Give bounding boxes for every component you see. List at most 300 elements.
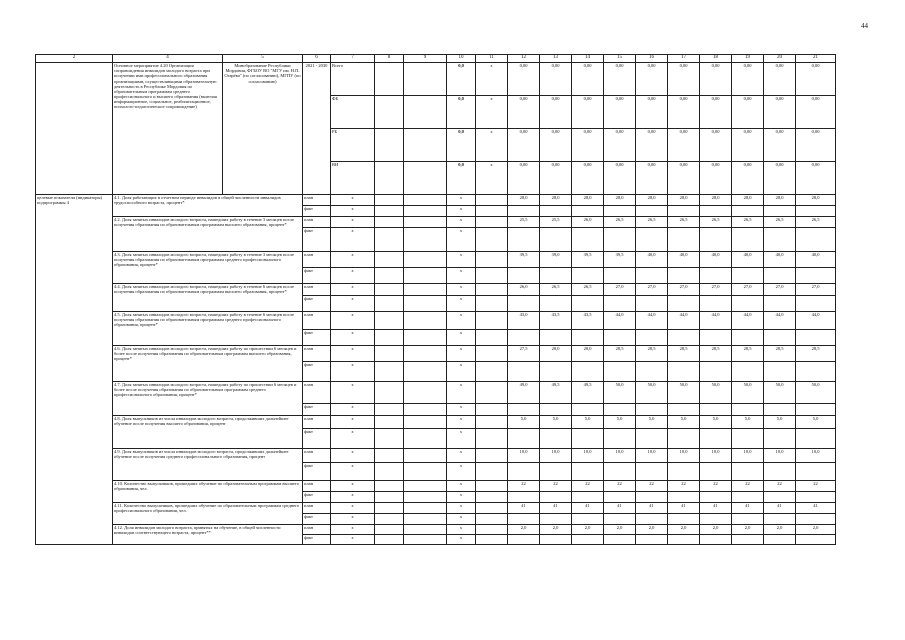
column-number: 4: [113, 55, 223, 63]
indicator-value: 10,0: [732, 449, 764, 463]
blank-cell: [508, 535, 540, 545]
blank-cell: [700, 296, 732, 312]
blank-cell: [732, 463, 764, 481]
blank-cell: [375, 481, 404, 492]
blank-cell: [375, 382, 404, 404]
table-cell: х: [447, 463, 476, 481]
year-value: 0,00: [796, 129, 836, 162]
table-cell: х: [331, 463, 375, 481]
indicator-value: 2,0: [572, 525, 604, 535]
year-value: 0,00: [732, 162, 764, 195]
blank-cell: [636, 492, 668, 503]
indicator-value: 41: [668, 503, 700, 514]
table-cell: х: [331, 330, 375, 346]
blank-cell: [572, 492, 604, 503]
table-cell: х: [447, 252, 476, 268]
indicator-value: 41: [572, 503, 604, 514]
blank-cell: [476, 330, 508, 346]
table-cell: х: [447, 404, 476, 416]
blank-cell: [540, 228, 572, 252]
blank-cell: [540, 206, 572, 217]
blank-cell: [796, 362, 836, 382]
indicator-value: 28,5: [668, 346, 700, 362]
blank-cell: [375, 362, 404, 382]
indicator-value: 5,0: [636, 416, 668, 429]
plan-fact-label: план: [303, 481, 331, 492]
indicator-value: 50,0: [636, 382, 668, 404]
blank-cell: [764, 206, 796, 217]
blank-cell: [668, 362, 700, 382]
blank-cell: [375, 217, 404, 228]
indicator-value: 40,0: [636, 252, 668, 268]
blank-cell: [375, 162, 404, 195]
table-cell: х: [476, 129, 508, 162]
blank-cell: [476, 312, 508, 330]
blank-cell: [796, 492, 836, 503]
blank-cell: [732, 535, 764, 545]
table-cell: х: [447, 514, 476, 525]
indicator-value: 40,0: [764, 252, 796, 268]
table-cell: х: [331, 429, 375, 449]
blank-cell: [668, 463, 700, 481]
indicator-value: 50,0: [796, 382, 836, 404]
blank-cell: [476, 362, 508, 382]
blank-cell: [476, 535, 508, 545]
indicator-value: 10,0: [572, 449, 604, 463]
blank-cell: [404, 514, 447, 525]
indicator-value: 28,0: [700, 195, 732, 206]
indicator-value: 2,0: [540, 525, 572, 535]
column-number: 19: [732, 55, 764, 63]
blank-cell: [375, 449, 404, 463]
year-value: 0,00: [604, 129, 636, 162]
blank-cell: [636, 535, 668, 545]
funding-source: ВИ: [331, 162, 375, 195]
blank-cell: [375, 330, 404, 346]
column-number: 20: [764, 55, 796, 63]
blank-cell: [764, 514, 796, 525]
total-value: 0,0: [447, 96, 476, 129]
year-value: 0,00: [540, 162, 572, 195]
blank-cell: [476, 514, 508, 525]
table-cell: х: [331, 416, 375, 429]
table-cell: х: [476, 96, 508, 129]
blank-cell: [764, 463, 796, 481]
blank-cell: [404, 362, 447, 382]
blank-cell: [404, 217, 447, 228]
blank-cell: [375, 463, 404, 481]
blank-cell: [636, 228, 668, 252]
plan-fact-label: факт: [303, 463, 331, 481]
blank-cell: [604, 330, 636, 346]
table-cell: х: [447, 382, 476, 404]
blank-cell: [636, 268, 668, 284]
plan-fact-label: план: [303, 346, 331, 362]
blank-cell: [375, 346, 404, 362]
blank-cell: [604, 206, 636, 217]
indicator-value: 50,0: [732, 382, 764, 404]
program-table: [35, 54, 836, 545]
blank-cell: [476, 346, 508, 362]
table-row: [36, 63, 836, 96]
blank-cell: [572, 514, 604, 525]
blank-cell: [572, 268, 604, 284]
year-value: 0,00: [700, 96, 732, 129]
indicator-value: 28,5: [604, 346, 636, 362]
column-number: 11: [476, 55, 508, 63]
year-value: 0,00: [700, 129, 732, 162]
indicator-value: 2,0: [764, 525, 796, 535]
table-cell: х: [447, 312, 476, 330]
table-row: [36, 416, 836, 429]
year-value: 0,00: [668, 162, 700, 195]
table-cell: х: [331, 268, 375, 284]
table-cell: х: [331, 296, 375, 312]
indicator-name: 4.9. Доля выпускников из числа инвалидов молодого возраста, продолживших дальнейшее обучение после получения среднего профессионального образования, процент: [113, 449, 303, 481]
plan-fact-label: факт: [303, 492, 331, 503]
blank-cell: [604, 404, 636, 416]
blank-cell: [476, 217, 508, 228]
indicator-value: 22: [700, 481, 732, 492]
indicator-value: 5,0: [668, 416, 700, 429]
indicator-value: 25,5: [540, 217, 572, 228]
blank-cell: [540, 514, 572, 525]
blank-cell: [404, 228, 447, 252]
year-value: 0,00: [604, 162, 636, 195]
indicator-value: 5,0: [572, 416, 604, 429]
indicator-value: 44,0: [796, 312, 836, 330]
blank-cell: [404, 481, 447, 492]
blank-cell: [764, 228, 796, 252]
indicator-value: 10,0: [604, 449, 636, 463]
blank-cell: [764, 429, 796, 449]
table-cell: х: [476, 63, 508, 96]
indicator-value: 41: [636, 503, 668, 514]
plan-fact-label: факт: [303, 330, 331, 346]
blank-cell: [636, 206, 668, 217]
blank-cell: [604, 535, 636, 545]
column-number: 6: [303, 55, 331, 63]
plan-fact-label: план: [303, 252, 331, 268]
blank-cell: [375, 195, 404, 206]
indicator-name: 4.1. Доля работающих в отчетном периоде инвалидов в общей численности инвалидов трудоспособного возраста, процент*: [113, 195, 303, 217]
indicator-value: 26,5: [636, 217, 668, 228]
funding-source: Всего: [331, 63, 375, 96]
table-row: [36, 252, 836, 268]
indicator-value: 2,0: [604, 525, 636, 535]
blank-cell: [540, 535, 572, 545]
indicator-value: 28,0: [572, 346, 604, 362]
blank-cell: [375, 96, 404, 129]
year-value: 0,00: [764, 63, 796, 96]
blank-cell: [796, 228, 836, 252]
blank-cell: [540, 296, 572, 312]
plan-fact-label: план: [303, 525, 331, 535]
table-cell: х: [447, 449, 476, 463]
indicator-value: 10,0: [668, 449, 700, 463]
table-cell: х: [331, 252, 375, 268]
indicator-name: 4.3. Доля занятых инвалидов молодого возраста, нашедших работу в течение 3 месяцев после получения образования по образовательным программам среднего профессионального образования, процент*: [113, 252, 303, 284]
blank-cell: [508, 228, 540, 252]
indicator-value: 5,0: [796, 416, 836, 429]
blank-cell: [636, 429, 668, 449]
plan-fact-label: факт: [303, 206, 331, 217]
blank-cell: [375, 429, 404, 449]
year-value: 0,00: [508, 63, 540, 96]
blank-cell: [375, 63, 404, 96]
indicator-value: 22: [572, 481, 604, 492]
event-period: 2021 - 2030: [303, 63, 331, 195]
blank-cell: [508, 362, 540, 382]
indicator-value: 43,5: [572, 312, 604, 330]
blank-cell: [404, 63, 447, 96]
indicator-value: 22: [796, 481, 836, 492]
indicator-value: 49,0: [508, 382, 540, 404]
blank-cell: [375, 416, 404, 429]
table-row: [36, 525, 836, 535]
page-number: 44: [861, 22, 868, 30]
year-value: 0,00: [604, 63, 636, 96]
blank-cell: [732, 330, 764, 346]
blank-cell: [476, 284, 508, 296]
indicator-value: 26,5: [604, 217, 636, 228]
blank-cell: [404, 525, 447, 535]
blank-cell: [796, 535, 836, 545]
blank-cell: [476, 429, 508, 449]
blank-cell: [375, 492, 404, 503]
blank-cell: [700, 362, 732, 382]
table-cell: х: [447, 228, 476, 252]
indicator-value: 44,0: [636, 312, 668, 330]
table-cell: х: [331, 535, 375, 545]
plan-fact-label: факт: [303, 268, 331, 284]
column-number: 21: [796, 55, 836, 63]
table-cell: х: [331, 217, 375, 228]
indicator-value: 50,0: [668, 382, 700, 404]
blank-cell: [700, 463, 732, 481]
blank-cell: [476, 404, 508, 416]
year-value: 0,00: [636, 63, 668, 96]
blank-cell: [604, 463, 636, 481]
table-cell: х: [447, 268, 476, 284]
blank-cell: [700, 514, 732, 525]
table-cell: х: [331, 449, 375, 463]
blank-cell: [668, 492, 700, 503]
blank-cell: [732, 404, 764, 416]
blank-cell: [540, 429, 572, 449]
table-cell: х: [331, 346, 375, 362]
blank-cell: [732, 514, 764, 525]
table-cell: х: [447, 429, 476, 449]
plan-fact-label: план: [303, 195, 331, 206]
year-value: 0,00: [636, 129, 668, 162]
blank-cell: [604, 429, 636, 449]
blank-cell: [668, 228, 700, 252]
column-number: 8: [375, 55, 404, 63]
blank-cell: [572, 362, 604, 382]
blank-cell: [540, 268, 572, 284]
blank-cell: [375, 312, 404, 330]
blank-cell: [476, 296, 508, 312]
blank-cell: [796, 268, 836, 284]
blank-cell: [636, 404, 668, 416]
indicator-value: 27,0: [700, 284, 732, 296]
blank-cell: [700, 429, 732, 449]
indicator-value: 26,5: [764, 217, 796, 228]
blank-cell: [476, 382, 508, 404]
indicator-value: 26,0: [572, 217, 604, 228]
indicator-value: 50,0: [604, 382, 636, 404]
year-value: 0,00: [668, 129, 700, 162]
indicator-value: 27,0: [796, 284, 836, 296]
blank-cell: [668, 268, 700, 284]
year-value: 0,00: [700, 162, 732, 195]
year-value: 0,00: [572, 162, 604, 195]
indicator-value: 26,0: [508, 284, 540, 296]
blank-cell: [796, 404, 836, 416]
table-row: [36, 503, 836, 514]
blank-cell: [796, 330, 836, 346]
blank-cell: [540, 330, 572, 346]
blank-cell: [700, 330, 732, 346]
blank-cell: [404, 346, 447, 362]
blank-cell: [375, 129, 404, 162]
plan-fact-label: план: [303, 449, 331, 463]
column-number: 9: [404, 55, 447, 63]
indicator-value: 28,0: [604, 195, 636, 206]
indicator-value: 27,0: [764, 284, 796, 296]
event-name: Основное мероприятие 4.20 Организация сопровождения инвалидов молодого возраста при получении ими профессионального образования организациями, осуществляющими образовательную деятельность в Республике Мордовия по образовательным программам среднего профессионального и высшего образования (включая информационное, социальное, реабилитационное, психолого-педагогическое сопровождение): [113, 63, 223, 195]
blank-cell: [476, 449, 508, 463]
indicator-value: 28,5: [636, 346, 668, 362]
blank-cell: [764, 296, 796, 312]
blank-cell: [508, 463, 540, 481]
table-row: [36, 217, 836, 228]
blank-cell: [572, 535, 604, 545]
indicator-value: 41: [796, 503, 836, 514]
year-value: 0,00: [572, 96, 604, 129]
column-number: 2: [36, 55, 113, 63]
year-value: 0,00: [508, 96, 540, 129]
table-row: [36, 449, 836, 463]
plan-fact-label: план: [303, 416, 331, 429]
year-value: 0,00: [604, 96, 636, 129]
indicator-value: 26,5: [732, 217, 764, 228]
indicator-value: 22: [732, 481, 764, 492]
column-number: 16: [636, 55, 668, 63]
blank-cell: [508, 268, 540, 284]
indicator-value: 27,5: [508, 346, 540, 362]
blank-cell: [668, 514, 700, 525]
table-cell: х: [476, 162, 508, 195]
column-number: 5: [223, 55, 303, 63]
table-cell: х: [331, 514, 375, 525]
blank-cell: [796, 514, 836, 525]
indicator-value: 50,0: [764, 382, 796, 404]
indicator-value: 44,0: [764, 312, 796, 330]
year-value: 0,00: [668, 63, 700, 96]
blank-cell: [732, 228, 764, 252]
blank-cell: [404, 463, 447, 481]
funding-source: ФБ: [331, 96, 375, 129]
indicator-value: 28,0: [540, 195, 572, 206]
indicator-value: 5,0: [700, 416, 732, 429]
indicator-value: 22: [636, 481, 668, 492]
year-value: 0,00: [540, 129, 572, 162]
indicator-value: 10,0: [764, 449, 796, 463]
indicator-name: 4.6. Доля занятых инвалидов молодого возраста, нашедших работу по прошествии 6 месяцев и более после получения образования по образовательным программам высшего образования, процент*: [113, 346, 303, 382]
blank-cell: [404, 503, 447, 514]
table-row: [36, 284, 836, 296]
blank-cell: [476, 525, 508, 535]
indicator-value: 2,0: [796, 525, 836, 535]
table-cell: х: [331, 382, 375, 404]
indicator-value: 28,0: [636, 195, 668, 206]
blank-cell: [476, 206, 508, 217]
indicator-value: 28,0: [796, 195, 836, 206]
indicator-value: 22: [668, 481, 700, 492]
blank-cell: [732, 429, 764, 449]
blank-cell: [476, 463, 508, 481]
indicator-value: 28,5: [796, 346, 836, 362]
blank-cell: [636, 296, 668, 312]
indicator-name: 4.2. Доля занятых инвалидов молодого возраста, нашедших работу в течение 3 месяцев после получения образования по образовательным программам высшего образования, процент*: [113, 217, 303, 252]
blank-cell: [404, 284, 447, 296]
table-cell: х: [447, 362, 476, 382]
plan-fact-label: факт: [303, 362, 331, 382]
blank-cell: [476, 481, 508, 492]
year-value: 0,00: [796, 63, 836, 96]
indicator-value: 28,5: [764, 346, 796, 362]
indicator-name: 4.12. Доля инвалидов молодого возраста, принятых на обучение, в общей численности инвалидов соответствующего возраста, процент**: [113, 525, 303, 545]
indicator-value: 28,5: [732, 346, 764, 362]
table-cell: х: [447, 330, 476, 346]
table-row: [36, 312, 836, 330]
blank-cell: [476, 252, 508, 268]
indicator-value: 28,0: [764, 195, 796, 206]
indicator-value: 44,0: [700, 312, 732, 330]
blank-cell: [796, 296, 836, 312]
indicator-name: 4.10. Количество выпускников, прошедших обучение по образовательным программам высшего образования, чел.: [113, 481, 303, 503]
indicator-value: 22: [540, 481, 572, 492]
table-cell: х: [447, 503, 476, 514]
blank-cell: [604, 362, 636, 382]
indicator-value: 28,0: [508, 195, 540, 206]
blank-cell: [604, 492, 636, 503]
indicator-value: 39,5: [604, 252, 636, 268]
indicator-value: 2,0: [668, 525, 700, 535]
blank-cell: [404, 296, 447, 312]
year-value: 0,00: [764, 96, 796, 129]
blank-cell: [572, 330, 604, 346]
column-number: 15: [604, 55, 636, 63]
blank-cell: [636, 362, 668, 382]
indicator-value: 40,0: [668, 252, 700, 268]
indicator-value: 5,0: [540, 416, 572, 429]
blank-cell: [732, 492, 764, 503]
blank-cell: [668, 535, 700, 545]
indicator-value: 26,5: [572, 284, 604, 296]
column-number: 12: [508, 55, 540, 63]
blank-cell: [700, 228, 732, 252]
indicator-value: 39,5: [508, 252, 540, 268]
blank-cell: [732, 268, 764, 284]
blank-cell: [604, 268, 636, 284]
indicator-value: 22: [764, 481, 796, 492]
year-value: 0,00: [796, 96, 836, 129]
table-cell: х: [331, 362, 375, 382]
indicator-value: 41: [732, 503, 764, 514]
